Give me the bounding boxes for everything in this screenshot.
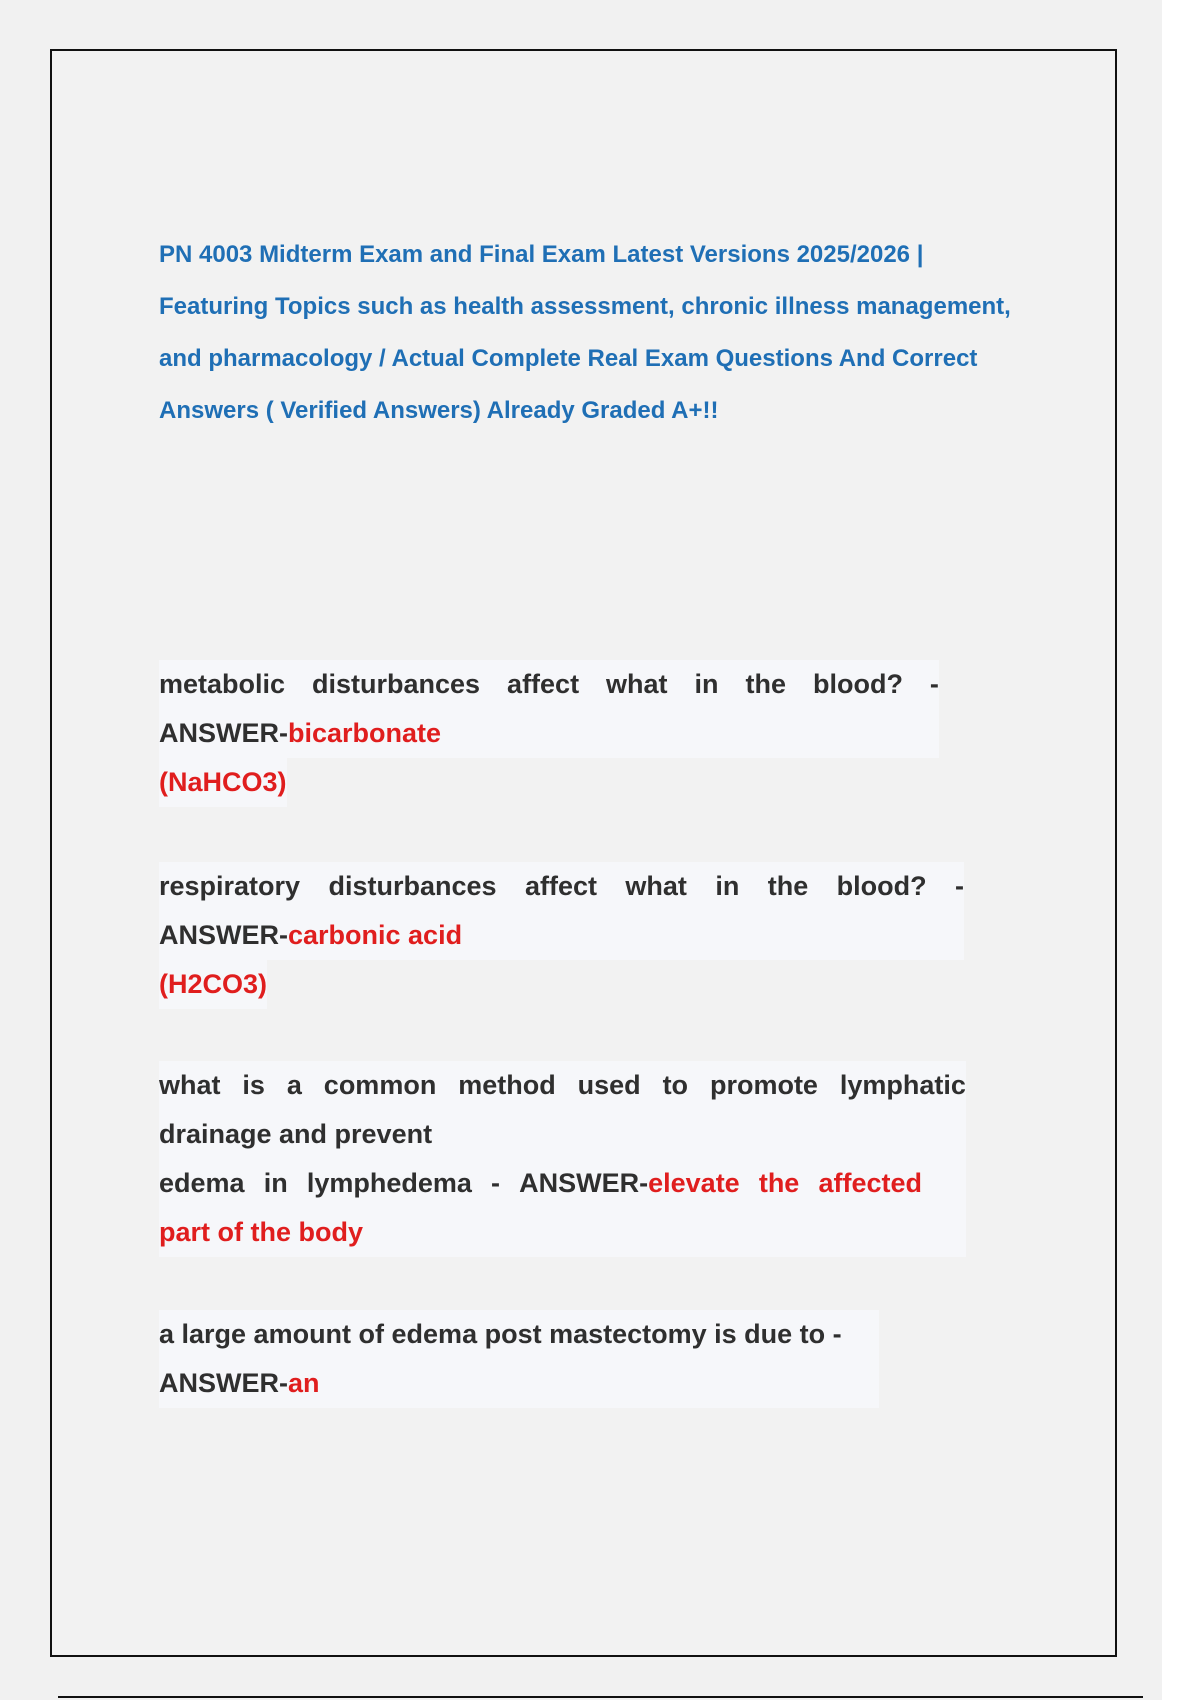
answer-word: elevate: [648, 1168, 740, 1198]
answer-word: the: [758, 1168, 800, 1198]
next-page-border: [58, 1696, 1143, 1698]
question-line: [159, 862, 964, 911]
answer-prefix: ANSWER-: [159, 718, 288, 748]
answer-word: affected: [818, 1168, 922, 1198]
question-word: the: [767, 871, 809, 901]
question-word: -: [955, 871, 964, 901]
question-line: [159, 660, 939, 709]
question-word: what: [159, 1070, 221, 1100]
question-word: what: [606, 669, 668, 699]
answer-text-continued: (NaHCO3): [159, 758, 287, 807]
question-word: common: [323, 1070, 437, 1100]
answer-line: [159, 709, 939, 758]
question-answer-line: [159, 1159, 922, 1208]
question-line-2: drainage and prevent: [159, 1119, 433, 1149]
question-word: what: [625, 871, 687, 901]
question-word: lymphatic: [839, 1070, 966, 1100]
question-word: -: [929, 669, 939, 699]
qa-item-2: [159, 862, 964, 1009]
question-word: edema: [159, 1168, 245, 1198]
question-word: is: [242, 1070, 265, 1100]
question-word: method: [458, 1070, 556, 1100]
qa-item-3: [159, 1061, 966, 1257]
document-title: [159, 229, 1039, 437]
qa-item-4: [159, 1310, 879, 1408]
question-word: to: [662, 1070, 689, 1100]
question-word: in: [263, 1168, 288, 1198]
answer-prefix: ANSWER-: [159, 920, 288, 950]
question-word: disturbances: [328, 871, 497, 901]
question-word: metabolic: [159, 669, 286, 699]
answer-text: bicarbonate: [288, 718, 442, 748]
question-word: used: [577, 1070, 641, 1100]
answer-line: [159, 1359, 879, 1408]
title-line-3: and pharmacology / Actual Complete Real Exam Questions And Correct: [159, 345, 978, 372]
answer-text: carbonic acid: [288, 920, 463, 950]
question-word: disturbances: [312, 669, 481, 699]
question-word: in: [694, 669, 719, 699]
answer-prefix: ANSWER-: [519, 1168, 649, 1198]
question-word: blood?: [836, 871, 927, 901]
question-line: [159, 1061, 966, 1110]
question-line: a large amount of edema post mastectomy is due to -: [159, 1319, 842, 1349]
answer-line: [159, 911, 964, 960]
question-word: the: [745, 669, 786, 699]
question-word: affect: [524, 871, 597, 901]
answer-text-continued: (H2CO3): [159, 960, 267, 1009]
answer-prefix: ANSWER-: [159, 1368, 288, 1398]
qa-item-1: [159, 660, 939, 807]
answer-text: an: [288, 1368, 320, 1398]
question-word: affect: [507, 669, 580, 699]
title-line-4: Answers ( Verified Answers) Already Graded A+!!: [159, 397, 719, 424]
title-line-1: PN 4003 Midterm Exam and Final Exam Latest Versions 2025/2026 |: [159, 241, 924, 268]
question-word: lymphedema: [306, 1168, 472, 1198]
page-edge-shade: [1162, 0, 1200, 1700]
question-word: respiratory: [159, 871, 301, 901]
question-word: -: [491, 1168, 500, 1198]
question-word: blood?: [812, 669, 903, 699]
answer-text-continued: part of the body: [159, 1217, 363, 1247]
title-line-2: Featuring Topics such as health assessment, chronic illness management,: [159, 293, 1011, 320]
question-word: promote: [709, 1070, 818, 1100]
question-word: in: [715, 871, 740, 901]
question-word: a: [286, 1070, 302, 1100]
